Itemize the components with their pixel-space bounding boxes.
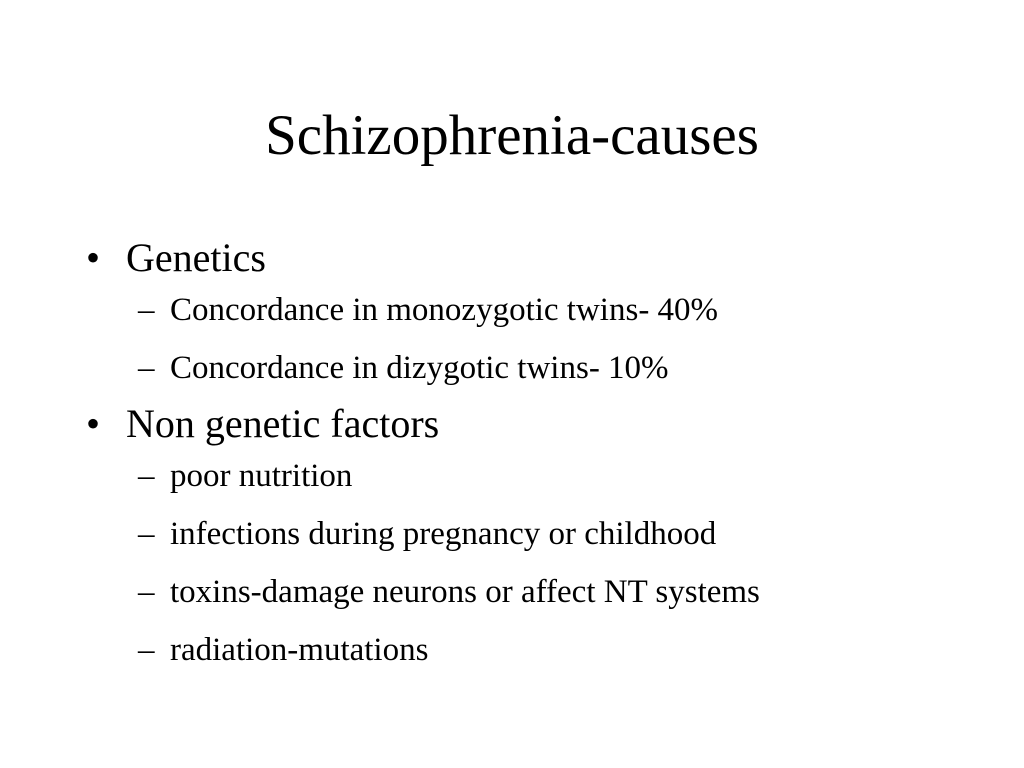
sub-marker: – [138,632,155,668]
sub-item [138,290,986,330]
sub-item [138,630,986,670]
sub-marker: – [138,574,155,610]
sub-text: Concordance in dizygotic twins- 10% [170,350,669,386]
bullet-text: Genetics [126,235,266,280]
sub-text: poor nutrition [170,458,353,494]
bullet-marker: • [86,401,101,446]
sub-marker: – [138,350,155,386]
sub-text: radiation-mutations [170,632,429,668]
bullet-text: Non genetic factors [126,401,440,446]
bullet-item [86,232,986,284]
sub-list [86,456,986,670]
sub-item [138,514,986,554]
bullet-marker: • [86,235,101,280]
bullet-item [86,398,986,450]
sub-item [138,572,986,612]
slide-body [86,232,986,688]
bullet-group-non-genetic [86,398,986,670]
sub-item [138,456,986,496]
sub-marker: – [138,292,155,328]
slide-title: Schizophrenia-causes [265,104,759,167]
sub-list [86,290,986,388]
sub-item [138,348,986,388]
sub-text: toxins-damage neurons or affect NT systems [170,574,760,610]
sub-marker: – [138,516,155,552]
bullet-group-genetics [86,232,986,388]
sub-text: infections during pregnancy or childhood [170,516,717,552]
sub-marker: – [138,458,155,494]
sub-text: Concordance in monozygotic twins- 40% [170,292,719,328]
